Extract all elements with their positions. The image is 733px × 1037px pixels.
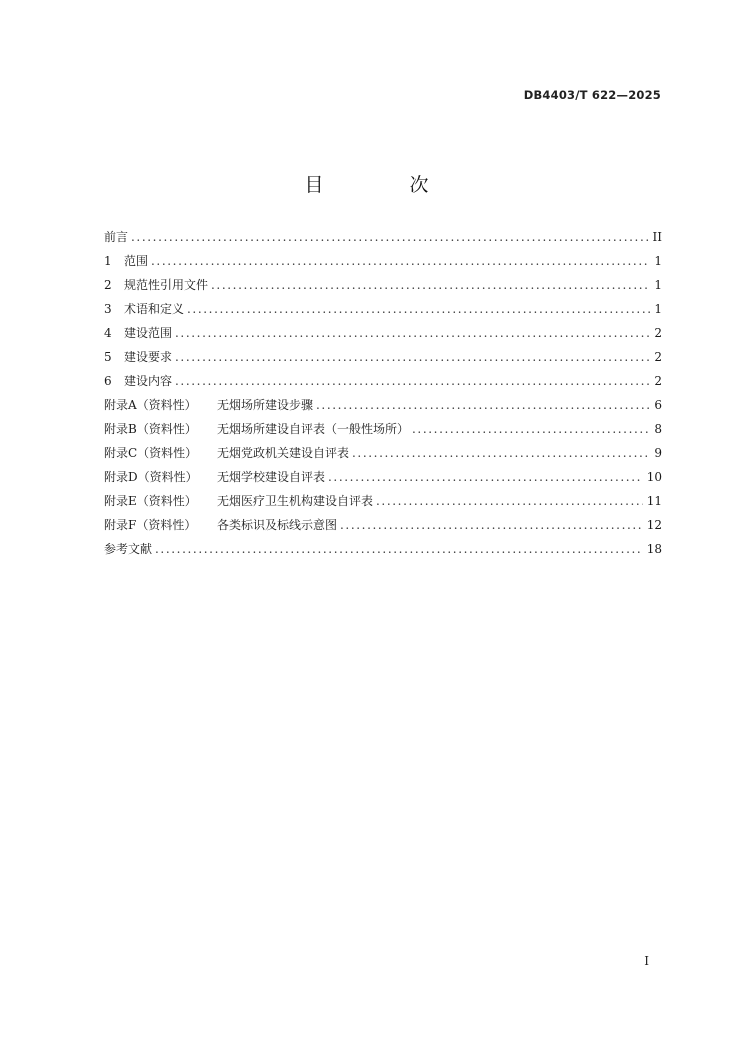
toc-entry-page: 18 bbox=[646, 542, 662, 556]
toc-entry-number: 2 bbox=[104, 278, 112, 292]
toc-entry[interactable] bbox=[104, 513, 662, 537]
document-code: DB4403/T 622—2025 bbox=[523, 88, 661, 102]
toc-entry-label: 规范性引用文件 bbox=[124, 278, 209, 292]
toc-entry[interactable] bbox=[104, 537, 662, 561]
toc-entry-page: 1 bbox=[654, 254, 662, 268]
toc-entry[interactable] bbox=[104, 225, 662, 249]
toc-dot-leader bbox=[155, 537, 643, 561]
toc-dot-leader bbox=[376, 489, 643, 513]
toc-entry-page: II bbox=[652, 230, 662, 244]
toc-entry[interactable] bbox=[104, 465, 662, 489]
toc-dot-leader bbox=[151, 249, 650, 273]
toc-entry-appendix-prefix: 附录B（资料性） bbox=[104, 422, 197, 436]
toc-entry-page: 8 bbox=[654, 422, 662, 436]
toc-entry-page: 9 bbox=[654, 446, 662, 460]
toc-entry-appendix-prefix: 附录D（资料性） bbox=[104, 470, 198, 484]
toc-entry-number: 3 bbox=[104, 302, 112, 316]
toc-dot-leader bbox=[175, 369, 650, 393]
toc-entry[interactable] bbox=[104, 321, 662, 345]
toc-entry[interactable] bbox=[104, 393, 662, 417]
toc-dot-leader bbox=[328, 465, 643, 489]
toc-entry[interactable] bbox=[104, 417, 662, 441]
toc-dot-leader bbox=[316, 393, 650, 417]
toc-dot-leader bbox=[412, 417, 650, 441]
toc-entry-label: 术语和定义 bbox=[124, 302, 185, 316]
table-of-contents bbox=[104, 225, 662, 561]
toc-entry-page: 2 bbox=[654, 350, 662, 364]
toc-entry-label: 各类标识及标线示意图 bbox=[217, 518, 338, 532]
toc-entry-number: 6 bbox=[104, 374, 112, 388]
toc-dot-leader bbox=[175, 321, 650, 345]
toc-entry-label: 参考文献 bbox=[104, 542, 153, 556]
page-number: I bbox=[644, 954, 649, 968]
toc-entry[interactable] bbox=[104, 441, 662, 465]
toc-entry-appendix-prefix: 附录F（资料性） bbox=[104, 518, 197, 532]
toc-entry-appendix-prefix: 附录E（资料性） bbox=[104, 494, 197, 508]
toc-entry[interactable] bbox=[104, 297, 662, 321]
toc-entry-label: 无烟学校建设自评表 bbox=[217, 470, 326, 484]
toc-entry-label: 无烟场所建设自评表（一般性场所） bbox=[217, 422, 410, 436]
toc-entry-number: 1 bbox=[104, 254, 112, 268]
toc-dot-leader bbox=[211, 273, 650, 297]
toc-entry-label: 前言 bbox=[104, 230, 129, 244]
toc-entry-page: 1 bbox=[654, 278, 662, 292]
toc-entry-number: 4 bbox=[104, 326, 112, 340]
toc-entry[interactable] bbox=[104, 345, 662, 369]
toc-entry-page: 2 bbox=[654, 326, 662, 340]
toc-entry-page: 2 bbox=[654, 374, 662, 388]
toc-dot-leader bbox=[352, 441, 650, 465]
toc-entry-label: 建设要求 bbox=[124, 350, 173, 364]
toc-entry-label: 范围 bbox=[124, 254, 149, 268]
toc-entry[interactable] bbox=[104, 249, 662, 273]
toc-dot-leader bbox=[187, 297, 650, 321]
toc-entry-page: 1 bbox=[654, 302, 662, 316]
toc-entry[interactable] bbox=[104, 273, 662, 297]
toc-entry-page: 12 bbox=[646, 518, 662, 532]
toc-entry-label: 无烟场所建设步骤 bbox=[217, 398, 314, 412]
toc-entry-label: 建设内容 bbox=[124, 374, 173, 388]
toc-entry-appendix-prefix: 附录C（资料性） bbox=[104, 446, 198, 460]
toc-entry-label: 建设范围 bbox=[124, 326, 173, 340]
toc-entry-page: 10 bbox=[646, 470, 662, 484]
toc-entry-appendix-prefix: 附录A（资料性） bbox=[104, 398, 197, 412]
toc-entry-number: 5 bbox=[104, 350, 112, 364]
toc-title: 目 次 bbox=[304, 173, 469, 196]
toc-dot-leader bbox=[340, 513, 643, 537]
toc-entry-label: 无烟医疗卫生机构建设自评表 bbox=[217, 494, 374, 508]
toc-entry[interactable] bbox=[104, 369, 662, 393]
toc-entry-page: 6 bbox=[654, 398, 662, 412]
toc-dot-leader bbox=[175, 345, 650, 369]
toc-entry-page: 11 bbox=[646, 494, 662, 508]
toc-dot-leader bbox=[131, 225, 649, 249]
toc-entry[interactable] bbox=[104, 489, 662, 513]
toc-entry-label: 无烟党政机关建设自评表 bbox=[217, 446, 350, 460]
